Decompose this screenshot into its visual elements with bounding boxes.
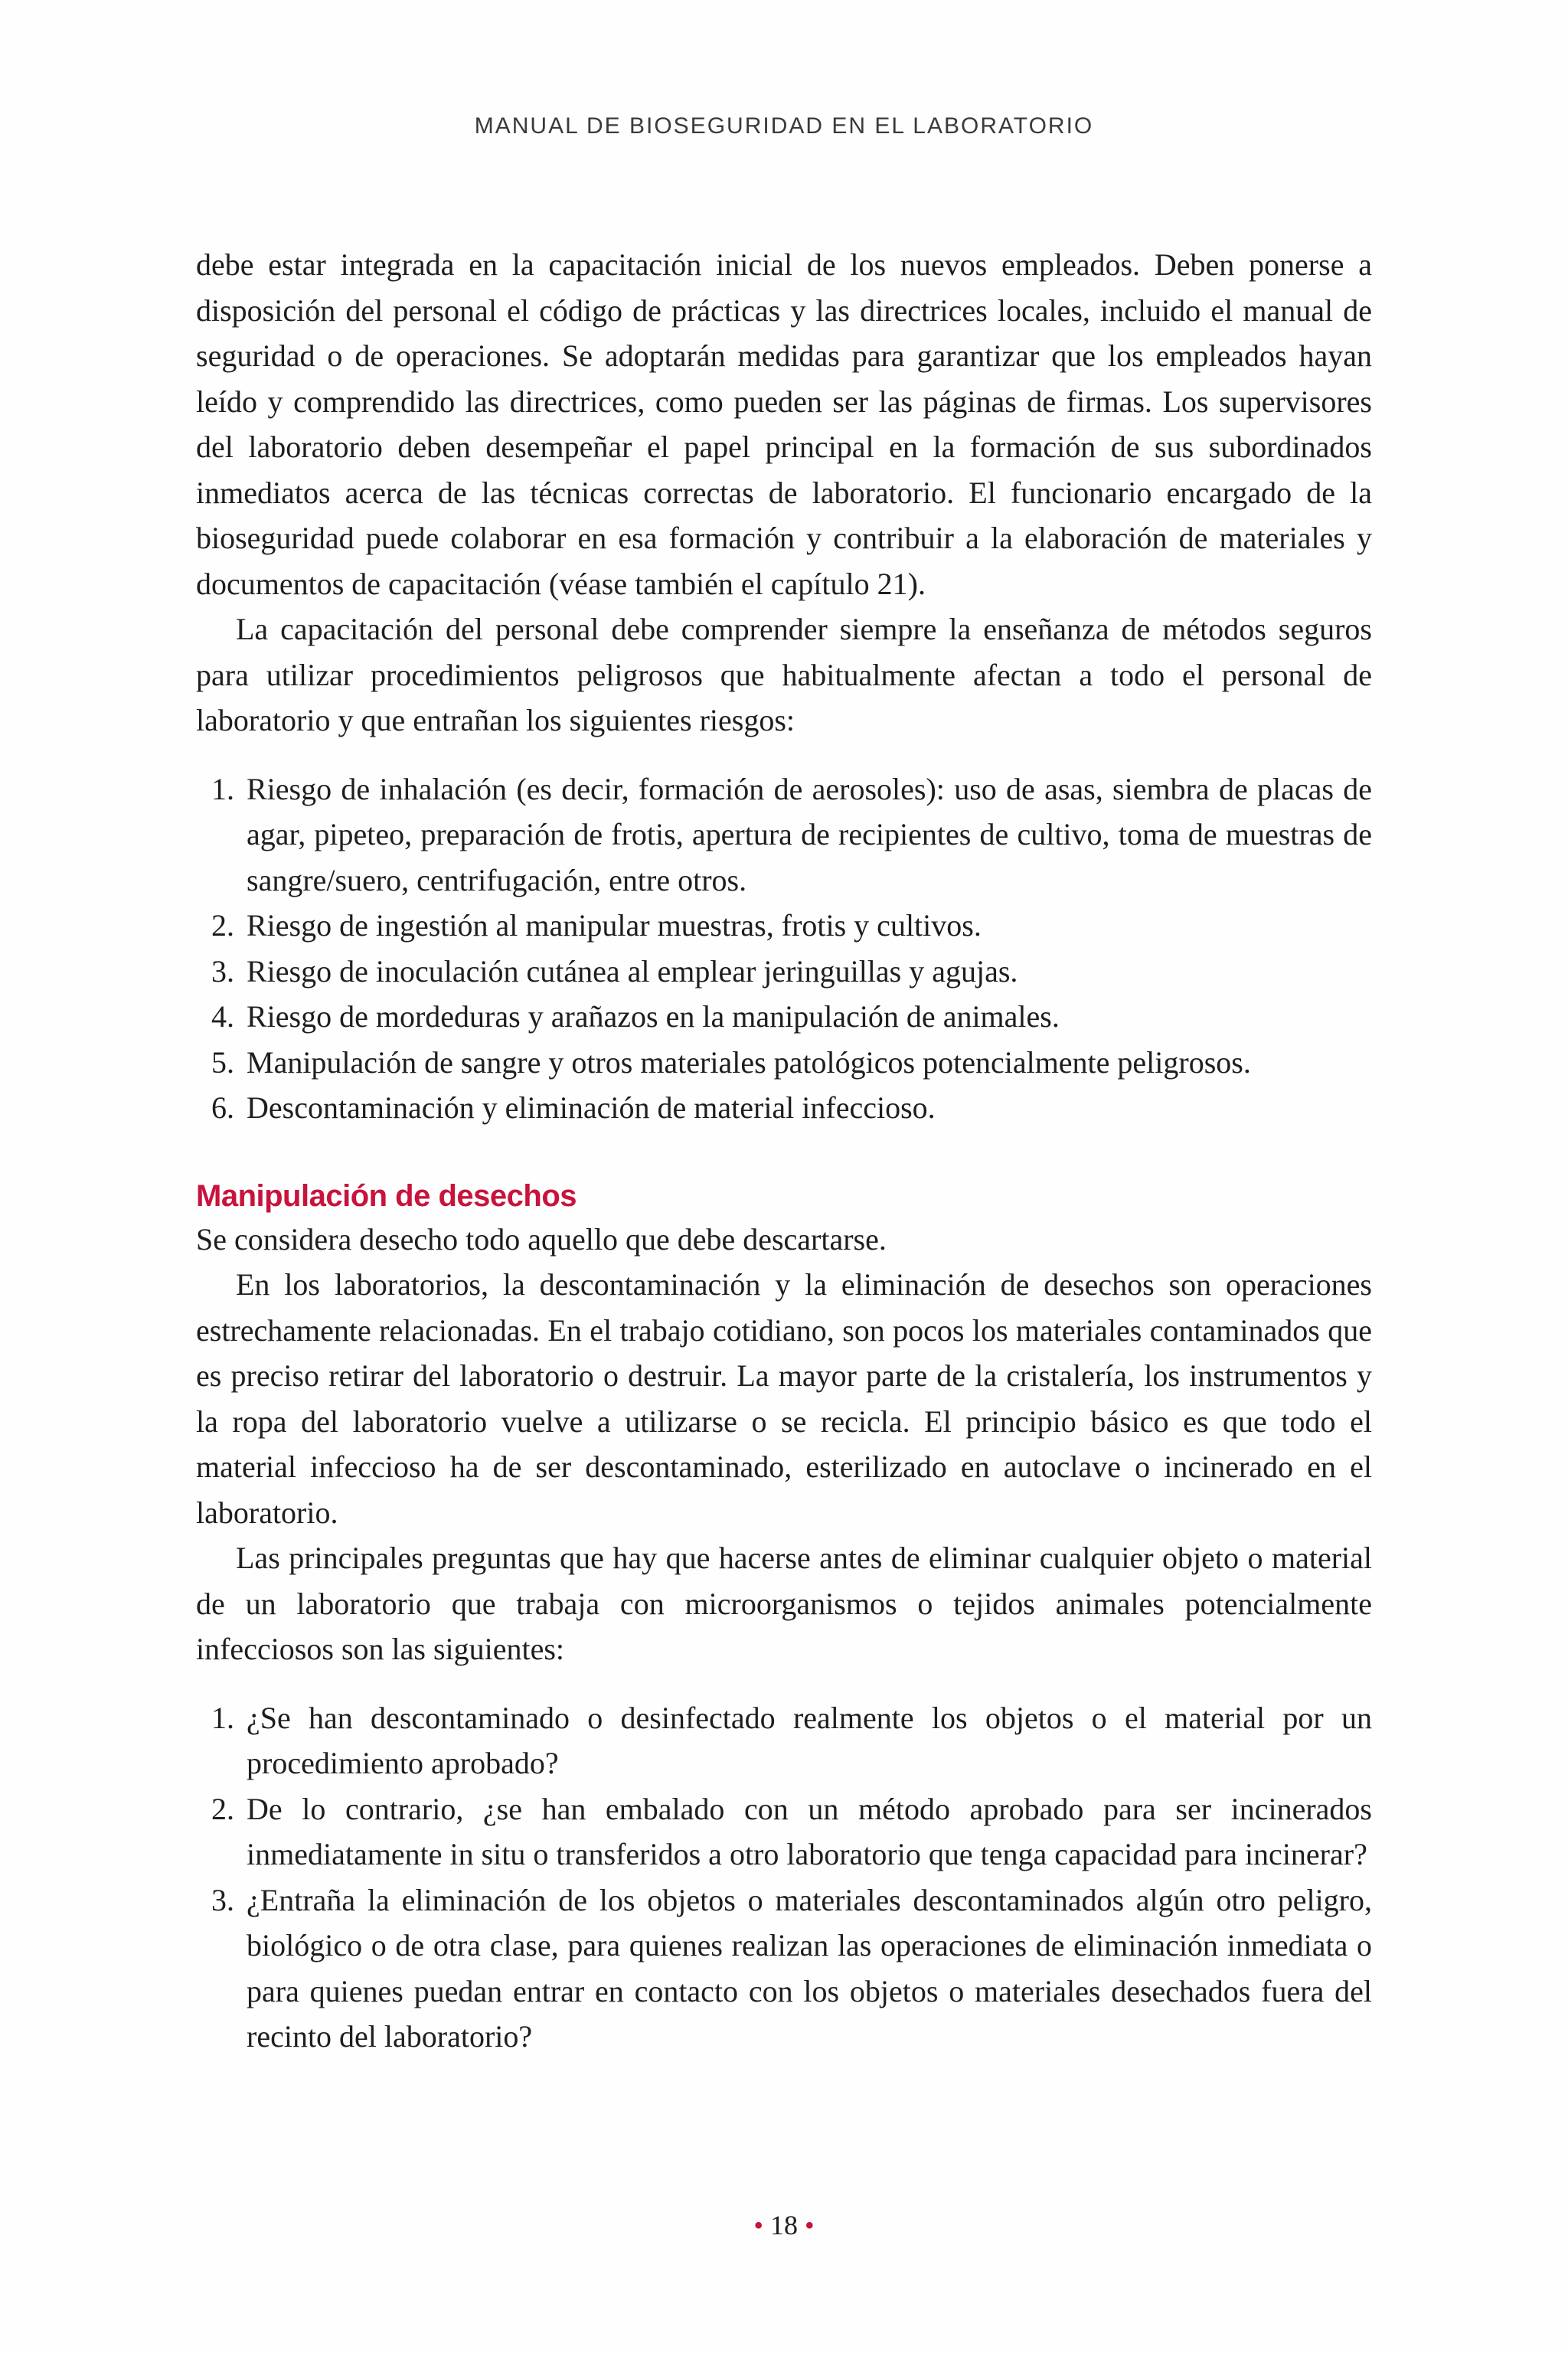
paragraph: Las principales preguntas que hay que hacerse antes de eliminar cualquier objeto o material de un laboratorio que trabaja con microorganismos o tejidos animales potencialmente infecciosos son las siguientes: <box>196 1541 1372 1666</box>
list-item-text: Descontaminación y eliminación de material infeccioso. <box>247 1090 936 1125</box>
list-item-text: De lo contrario, ¿se han embalado con un método aprobado para ser incinerados inmediatamente in situ o transferidos a otro laboratorio que tenga capacidad para incinerar? <box>247 1791 1372 1871</box>
list-item-text: Riesgo de inoculación cutánea al emplear jeringuillas y agujas. <box>247 953 1018 989</box>
list-item <box>196 766 1372 904</box>
list-item <box>196 903 1372 949</box>
list-number: 1. <box>211 1700 234 1735</box>
list-item-text: Riesgo de ingestión al manipular muestras, frotis y cultivos. <box>247 908 982 943</box>
list-item <box>196 1877 1372 2060</box>
list-number: 4. <box>211 999 234 1034</box>
section-heading: Manipulación de desechos <box>196 1178 577 1213</box>
paragraph: La capacitación del personal debe comprender siempre la enseñanza de métodos seguros para utilizar procedimientos peligrosos que habitualmente afectan a todo el personal de laboratorio y que entrañan los siguientes riesgos: <box>196 612 1372 737</box>
paragraph: debe estar integrada en la capacitación inicial de los nuevos empleados. Deben ponerse a disposición del personal el código de prácticas y las directrices locales, incluido el manual de seguridad o de operaciones. Se adoptarán medidas para garantizar que los empleados hayan leído y comprendido las directrices, como pueden ser las páginas de firmas. Los supervisores del laboratorio deben desempeñar el papel principal en la formación de sus subordinados inmediatos acerca de las técnicas correctas de laboratorio. El funcionario encargado de la bioseguridad puede colaborar en esa formación y contribuir a la elaboración de materiales y documentos de capacitación (véase también el capítulo 21). <box>196 247 1372 601</box>
list-item <box>196 994 1372 1040</box>
page-number <box>0 2209 1568 2241</box>
list-item-text: ¿Se han descontaminado o desinfectado realmente los objetos o el material por un procedimiento aprobado? <box>247 1700 1372 1780</box>
bullet-icon: • <box>753 2210 763 2240</box>
page-number-value: 18 <box>770 2210 798 2240</box>
list-number: 2. <box>211 1791 234 1826</box>
list-number: 3. <box>211 953 234 989</box>
list-number: 6. <box>211 1090 234 1125</box>
list-number: 3. <box>211 1882 234 1917</box>
list-item <box>196 1695 1372 1786</box>
list-item <box>196 1040 1372 1086</box>
paragraph: Se considera desecho todo aquello que debe descartarse. <box>196 1221 887 1257</box>
list-item <box>196 1786 1372 1877</box>
list-number: 2. <box>211 908 234 943</box>
risk-list <box>196 766 1372 1131</box>
running-header: MANUAL DE BIOSEGURIDAD EN EL LABORATORIO <box>474 113 1094 139</box>
body-text <box>196 242 1372 2060</box>
list-number: 1. <box>211 771 234 806</box>
question-list <box>196 1695 1372 2060</box>
bullet-icon: • <box>805 2210 815 2240</box>
paragraph: En los laboratorios, la descontaminación y la eliminación de desechos son operaciones estrechamente relacionadas. En el trabajo cotidiano, son pocos los materiales contaminados que es preciso retirar del laboratorio o destruir. La mayor parte de la cristalería, los instrumentos y la ropa del laboratorio vuelve a utilizarse o se recicla. El principio básico es que todo el material infeccioso ha de ser descontaminado, esterilizado en autoclave o incinerado en el laboratorio. <box>196 1267 1372 1530</box>
list-number: 5. <box>211 1044 234 1080</box>
list-item-text: Riesgo de mordeduras y arañazos en la manipulación de animales. <box>247 999 1060 1034</box>
list-item-text: Riesgo de inhalación (es decir, formación de aerosoles): uso de asas, siembra de placas de agar, pipeteo, preparación de frotis, apertura de recipientes de cultivo, toma de muestras de sangre/suero, centrifugación, entre otros. <box>247 771 1372 897</box>
list-item-text: Manipulación de sangre y otros materiales patológicos potencialmente peligrosos. <box>247 1044 1251 1080</box>
list-item <box>196 1085 1372 1131</box>
list-item-text: ¿Entraña la eliminación de los objetos o materiales descontaminados algún otro peligro, biológico o de otra clase, para quienes realizan las operaciones de eliminación inmediata o para quienes puedan entrar en contacto con los objetos o materiales desechados fuera del recinto del laboratorio? <box>247 1882 1372 2054</box>
list-item <box>196 949 1372 995</box>
